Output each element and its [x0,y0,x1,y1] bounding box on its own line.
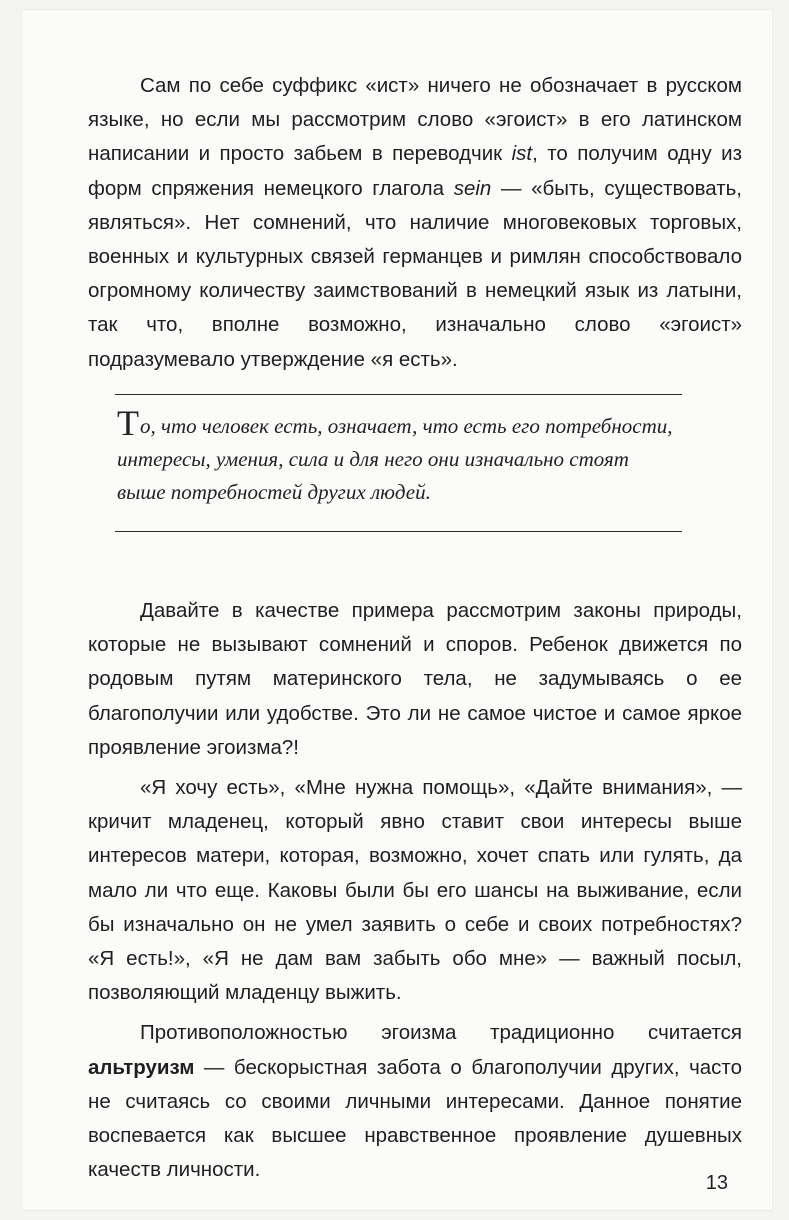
paragraph-1-text-b: , то получим одну из форм спряжения немецкого глагола [88,142,742,200]
quote-drop-cap: Т [117,403,139,443]
text-block-bottom [88,594,742,1187]
paragraph-1-text-c: — «быть, существовать, являться». Нет сомнений, что наличие многовековых торговых, военных и культурных связей германцев и римлян способствовало огромному количеству заимствований в немецкий язык из латыни, так что, вполне возможно, изначально слово «эгоист» подразумевало утверждение «я есть». [88,176,742,371]
paragraph-altruism [88,1016,742,1187]
paragraph-4-text-b: — бескорыстная забота о благополучии других, часто не считаясь со своими личными интересами. Данное понятие воспевается как высшее нравственное проявление душевных качеств личности. [88,1055,742,1182]
word-ist: ist [511,142,533,166]
page-number: 13 [705,1172,728,1194]
quote-text [115,403,682,509]
paragraph-4-text-a: Противоположностью эгоизма традиционно считается [140,1021,742,1045]
paragraph-laws-of-nature: Давайте в качестве примера рассмотрим законы природы, которые не вызывают сомнений и споров. Ребенок движется по родовым путям материнского тела, не задумываясь о ее благополучии или удобстве. Это ли не самое чистое и самое яркое проявление эгоизма?! [88,599,742,759]
book-page [22,10,772,1210]
term-altruism: альтруизм [88,1055,195,1079]
pull-quote [115,394,682,532]
paragraph-suffix-ist [88,69,742,377]
text-block-top [88,69,742,377]
paragraph-infant: «Я хочу есть», «Мне нужна помощь», «Дайте внимания», — кричит младенец, который явно ставит свои интересы выше интересов матери, которая, возможно, хочет спать или гулять, да мало ли что еще. Каковы были бы его шансы на выживание, если бы изначально он не умел заявить о себе и своих потребностях? «Я есть!», «Я не дам вам забыть обо мне» — важный посыл, позволяющий младенцу выжить. [88,776,742,1005]
word-sein: sein [453,176,492,200]
quote-body: о, что человек есть, означает, что есть его потребности, интересы, умения, сила и для него они изначально стоят выше потребностей других людей. [117,414,673,504]
paragraph-1-text-a: Сам по себе суффикс «ист» ничего не обозначает в русском языке, но если мы рассмотрим слово «эгоист» в его латинском написании и просто забьем в переводчик [88,74,742,166]
